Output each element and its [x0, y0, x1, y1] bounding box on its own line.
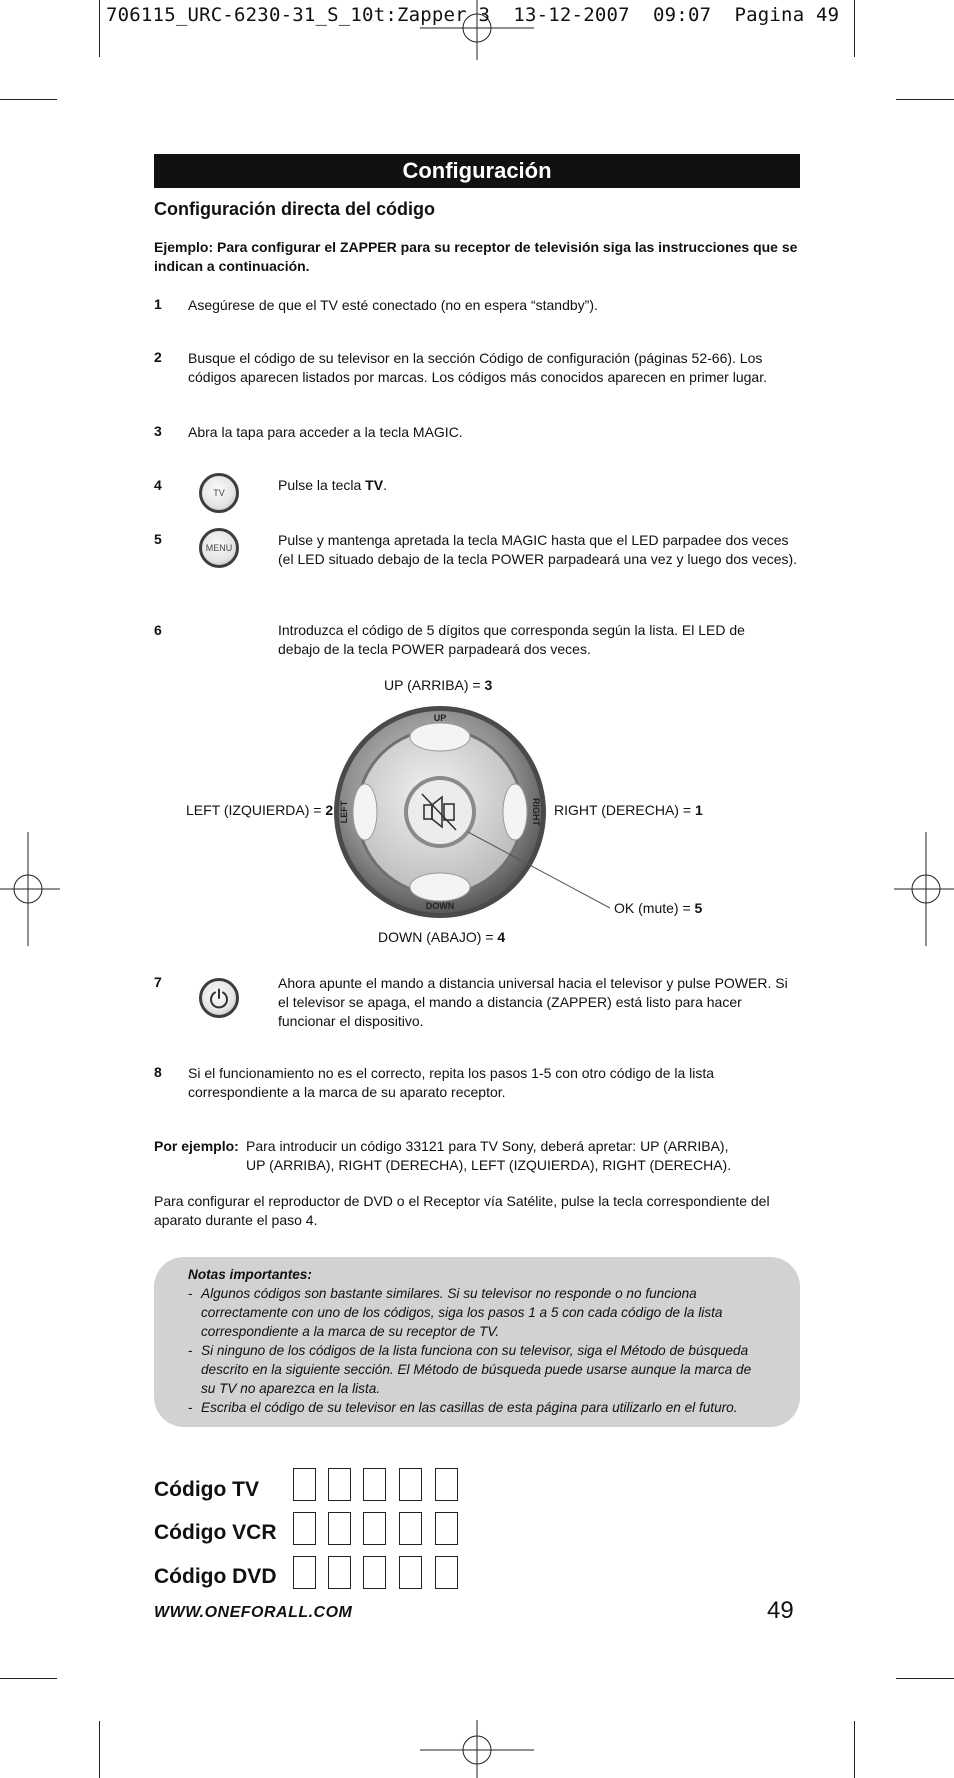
tv-button: [199, 473, 239, 513]
step-number: 5: [154, 531, 162, 547]
power-button: [199, 978, 239, 1018]
dpad-ok-label: OK (mute) = 5: [614, 900, 703, 916]
dpad-right-label: RIGHT (DERECHA) = 1: [554, 802, 703, 818]
example-line-1: Para introducir un código 33121 para TV Sony, deberá apretar: UP (ARRIBA),: [246, 1138, 729, 1154]
menu-button: [199, 528, 239, 568]
dpad-up-label: UP (ARRIBA) = 3: [384, 677, 493, 693]
dvd-note: Para configurar el reproductor de DVD o el Receptor vía Satélite, pulse la tecla correspondiente del aparato durante el paso 4.: [154, 1193, 770, 1228]
notes-title: Notas importantes:: [188, 1267, 312, 1282]
step-number: 3: [154, 423, 162, 439]
print-slug: 706115_URC-6230-31_S_10t:Zapper 3 13-12-2007 09:07 Pagina 49: [106, 4, 840, 26]
tv-button-label: TV: [213, 488, 225, 498]
dpad-ring-left: LEFT: [339, 800, 349, 824]
step-text: Abra la tapa para acceder a la tecla MAGIC.: [188, 424, 463, 440]
section-subtitle: Configuración directa del código: [154, 199, 436, 219]
dpad-ring-up: UP: [433, 713, 447, 723]
step-text: Pulse y mantenga apretada la tecla MAGIC hasta que el LED parpadee dos veces (el LED situado debajo de la tecla POWER parpadeará una vez y luego dos veces).: [278, 532, 798, 567]
dpad-ring-down: DOWN: [425, 901, 455, 911]
note-item: - Algunos códigos son bastante similares. Si su televisor no responde o no funciona correctamente con uno de los códigos, siga los pasos 1 a 5 con cada código de la lista correspondiente a la marca de su receptor de TV.: [188, 1286, 723, 1339]
step-text: Asegúrese de que el TV esté conectado (no en espera “standby”).: [188, 297, 598, 313]
dpad-ring-right: RIGHT: [531, 798, 541, 826]
page-title: Configuración: [154, 154, 800, 188]
code-tv-label: Código TV: [154, 1478, 259, 1501]
menu-button-label: MENU: [205, 543, 233, 553]
step-number: 6: [154, 622, 162, 638]
step-number: 1: [154, 296, 162, 312]
dpad-down-label: DOWN (ABAJO) = 4: [378, 929, 506, 945]
page-number: 49: [767, 1597, 794, 1624]
footer-url[interactable]: WWW.ONEFORALL.COM: [154, 1604, 353, 1621]
step-number: 7: [154, 974, 162, 990]
code-dvd-label: Código DVD: [154, 1565, 277, 1588]
step-number: 2: [154, 349, 162, 365]
note-item: - Escriba el código de su televisor en las casillas de esta página para utilizarlo en el futuro.: [188, 1400, 738, 1415]
step-number: 4: [154, 477, 162, 493]
example-label: Por ejemplo:: [154, 1138, 239, 1154]
step-text: Si el funcionamiento no es el correcto, repita los pasos 1-5 con otro código de la lista correspondiente a la marca de su aparato receptor.: [188, 1065, 715, 1100]
code-vcr-label: Código VCR: [154, 1521, 277, 1544]
example-line-2: UP (ARRIBA), RIGHT (DERECHA), LEFT (IZQUIERDA), RIGHT (DERECHA).: [246, 1157, 732, 1173]
intro-text: Ejemplo: Para configurar el ZAPPER para su receptor de televisión siga las instrucciones que se indican a continuación.: [154, 239, 798, 274]
note-item: - Si ninguno de los códigos de la lista funciona con su televisor, siga el Método de búsqueda descrito en la siguiente sección. El Método de búsqueda puede usarse aunque la marca de su TV no aparezca en la lista.: [188, 1343, 752, 1396]
dpad-diagram: [330, 704, 610, 924]
dpad-left-label: LEFT (IZQUIERDA) = 2: [186, 802, 334, 818]
step-number: 8: [154, 1064, 162, 1080]
power-icon: [208, 987, 230, 1009]
step-text: Introduzca el código de 5 dígitos que corresponda según la lista. El LED de debajo de la tecla POWER parpadeará dos veces.: [278, 622, 745, 657]
step-text: Busque el código de su televisor en la sección Código de configuración (páginas 52-66). Los códigos aparecen listados por marcas. Los códigos más conocidos aparecen en primer lugar.: [188, 350, 767, 385]
step-text: Ahora apunte el mando a distancia universal hacia el televisor y pulse POWER. Si el televisor se apaga, el mando a distancia (ZAPPER) está listo para hacer funcionar el dispositivo.: [278, 975, 788, 1029]
important-notes: [154, 1257, 800, 1427]
step-text: Pulse la tecla TV.: [278, 477, 387, 493]
